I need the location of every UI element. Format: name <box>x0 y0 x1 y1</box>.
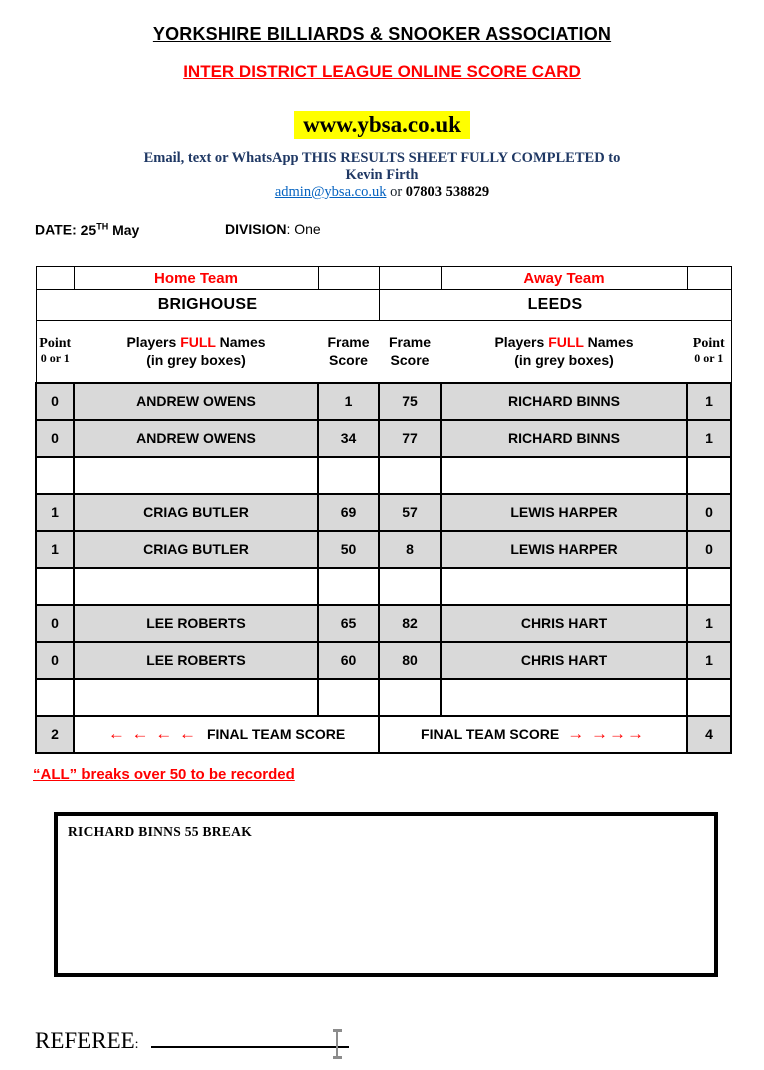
date-label: DATE: <box>35 221 81 238</box>
date-line <box>35 221 139 238</box>
away-player-cell[interactable]: RICHARD BINNS <box>441 420 687 457</box>
away-player-cell[interactable] <box>441 568 687 605</box>
column-header-row <box>36 321 731 383</box>
home-score-cell[interactable] <box>318 679 379 716</box>
home-score-cell[interactable]: 50 <box>318 531 379 568</box>
away-point-cell[interactable]: 1 <box>687 605 731 642</box>
away-final-label: FINAL TEAM SCORE <box>421 726 560 742</box>
division-line <box>225 221 321 237</box>
home-frame-header: Frame Score <box>318 321 379 383</box>
home-player-cell[interactable]: ANDREW OWENS <box>74 383 318 420</box>
home-score-cell[interactable]: 34 <box>318 420 379 457</box>
away-team-name[interactable]: LEEDS <box>379 290 731 321</box>
home-score-cell[interactable] <box>318 457 379 494</box>
home-score-cell[interactable]: 60 <box>318 642 379 679</box>
frame-row <box>36 642 731 679</box>
away-score-cell[interactable]: 80 <box>379 642 441 679</box>
away-team-label: Away Team <box>441 267 687 290</box>
away-point-cell[interactable] <box>687 457 731 494</box>
away-player-cell[interactable]: LEWIS HARPER <box>441 531 687 568</box>
frame-row <box>36 531 731 568</box>
referee-signature-field[interactable] <box>151 1026 349 1048</box>
empty-cell <box>379 267 441 290</box>
away-point-cell[interactable]: 1 <box>687 420 731 457</box>
away-final-point[interactable]: 4 <box>687 716 731 753</box>
away-player-cell[interactable]: CHRIS HART <box>441 642 687 679</box>
division-label: DIVISION <box>225 221 287 237</box>
contact-phone: 07803 538829 <box>405 184 490 200</box>
home-point-cell[interactable]: 0 <box>36 383 74 420</box>
contact-detail-line <box>0 184 764 201</box>
frame-row <box>36 383 731 420</box>
empty-cell <box>318 267 379 290</box>
frame-row <box>36 605 731 642</box>
frame-row <box>36 494 731 531</box>
home-point-cell[interactable]: 1 <box>36 494 74 531</box>
break-entry[interactable]: RICHARD BINNS 55 BREAK <box>68 824 252 839</box>
away-score-cell[interactable]: 82 <box>379 605 441 642</box>
home-point-header: Point 0 or 1 <box>36 321 74 383</box>
final-score-row <box>36 716 731 753</box>
away-player-cell[interactable]: LEWIS HARPER <box>441 494 687 531</box>
email-link[interactable]: admin@ybsa.co.uk <box>274 184 387 200</box>
home-final-point[interactable]: 2 <box>36 716 74 753</box>
home-point-cell[interactable] <box>36 457 74 494</box>
referee-colon: : <box>134 1037 139 1052</box>
away-point-cell[interactable]: 1 <box>687 642 731 679</box>
division-value[interactable]: : One <box>286 221 321 237</box>
away-score-cell[interactable]: 8 <box>379 531 441 568</box>
home-player-cell[interactable]: LEE ROBERTS <box>74 605 318 642</box>
home-score-cell[interactable]: 1 <box>318 383 379 420</box>
page-subtitle: INTER DISTRICT LEAGUE ONLINE SCORE CARD <box>183 62 581 81</box>
home-player-cell[interactable]: CRIAG BUTLER <box>74 531 318 568</box>
home-final-label: FINAL TEAM SCORE <box>206 726 346 742</box>
home-point-cell[interactable]: 0 <box>36 420 74 457</box>
empty-cell <box>687 267 731 290</box>
away-point-header: Point 0 or 1 <box>687 321 731 383</box>
home-point-cell[interactable]: 1 <box>36 531 74 568</box>
left-arrows-icon: ← ← ← ← <box>107 724 197 743</box>
away-frame-header: Frame Score <box>379 321 441 383</box>
home-final-label-cell <box>74 716 379 753</box>
team-label-row <box>36 267 731 290</box>
home-score-cell[interactable]: 69 <box>318 494 379 531</box>
away-point-cell[interactable]: 0 <box>687 531 731 568</box>
contact-or: or <box>386 184 406 200</box>
date-ordinal: TH <box>96 221 109 231</box>
referee-label: REFEREE <box>35 1028 135 1053</box>
frame-row <box>36 420 731 457</box>
away-player-cell[interactable]: CHRIS HART <box>441 605 687 642</box>
empty-cell <box>36 267 74 290</box>
home-players-header: Players FULL Names (in grey boxes) <box>74 321 318 383</box>
away-player-cell[interactable]: RICHARD BINNS <box>441 383 687 420</box>
breaks-box[interactable] <box>54 812 718 977</box>
home-player-cell[interactable] <box>74 679 318 716</box>
away-score-cell[interactable]: 75 <box>379 383 441 420</box>
referee-line <box>35 1026 349 1054</box>
home-point-cell[interactable]: 0 <box>36 605 74 642</box>
home-point-cell[interactable] <box>36 679 74 716</box>
breaks-instruction: “ALL” breaks over 50 to be recorded <box>33 766 295 783</box>
home-score-cell[interactable]: 65 <box>318 605 379 642</box>
contact-name: Kevin Firth <box>345 167 419 183</box>
away-point-cell[interactable]: 0 <box>687 494 731 531</box>
right-arrows-icon: → →→→ <box>567 724 645 743</box>
away-player-cell[interactable] <box>441 457 687 494</box>
spacer-row <box>36 679 731 716</box>
away-point-cell[interactable] <box>687 679 731 716</box>
away-score-cell[interactable] <box>379 457 441 494</box>
scorecard-table <box>35 266 732 754</box>
away-point-cell[interactable] <box>687 568 731 605</box>
home-player-cell[interactable]: LEE ROBERTS <box>74 642 318 679</box>
spacer-row <box>36 457 731 494</box>
away-player-cell[interactable] <box>441 679 687 716</box>
website-line <box>0 111 764 139</box>
away-score-cell[interactable]: 57 <box>379 494 441 531</box>
away-score-cell[interactable] <box>379 568 441 605</box>
home-point-cell[interactable]: 0 <box>36 642 74 679</box>
away-score-cell[interactable] <box>379 679 441 716</box>
page-title: YORKSHIRE BILLIARDS & SNOOKER ASSOCIATION <box>152 24 612 44</box>
website-highlight: www.ybsa.co.uk <box>294 111 470 139</box>
home-point-cell[interactable] <box>36 568 74 605</box>
home-team-label: Home Team <box>74 267 318 290</box>
home-score-cell[interactable] <box>318 568 379 605</box>
team-name-row <box>36 290 731 321</box>
away-point-cell[interactable]: 1 <box>687 383 731 420</box>
away-players-header: Players FULL Names (in grey boxes) <box>441 321 687 383</box>
date-value[interactable]: 25TH May <box>80 221 140 238</box>
away-final-label-cell <box>379 716 687 753</box>
spacer-row <box>36 568 731 605</box>
home-player-cell[interactable]: ANDREW OWENS <box>74 420 318 457</box>
away-score-cell[interactable]: 77 <box>379 420 441 457</box>
home-player-cell[interactable] <box>74 457 318 494</box>
contact-block <box>0 150 764 201</box>
home-player-cell[interactable]: CRIAG BUTLER <box>74 494 318 531</box>
home-player-cell[interactable] <box>74 568 318 605</box>
text-cursor-icon <box>333 1029 342 1059</box>
home-team-name[interactable]: BRIGHOUSE <box>36 290 379 321</box>
contact-instruction: Email, text or WhatsApp THIS RESULTS SHEET FULLY COMPLETED to <box>143 150 621 166</box>
